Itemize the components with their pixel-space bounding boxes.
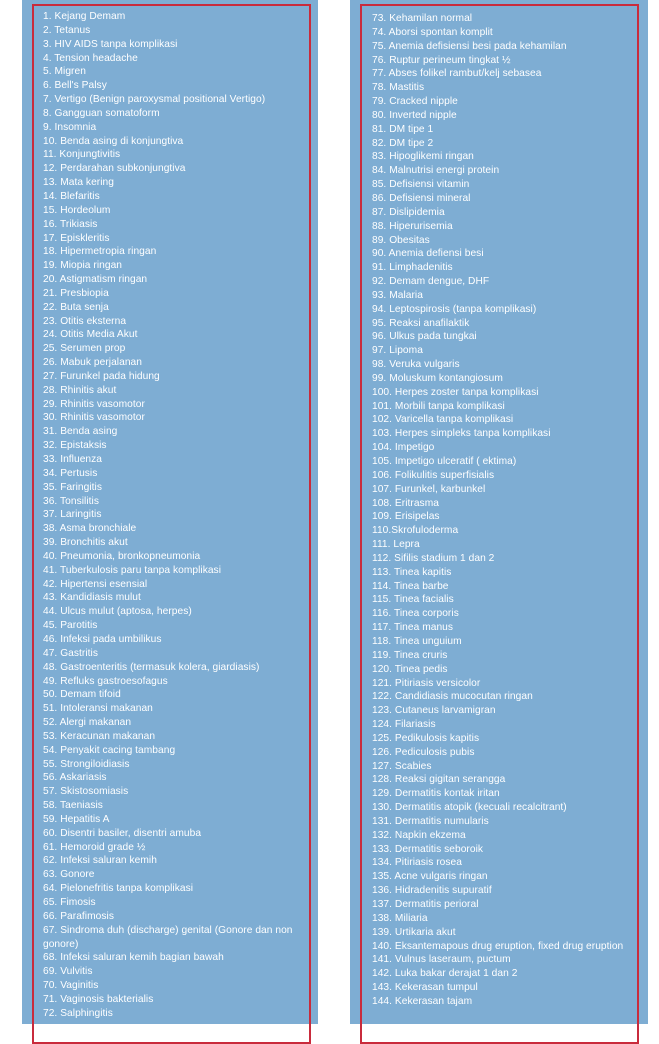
list-item: 68. Infeksi saluran kemih bagian bawah [43, 952, 224, 964]
list-item: 135. Acne vulgaris ringan [372, 871, 488, 883]
list-item: 111. Lepra [372, 539, 420, 551]
list-item: 110.Skrofuloderma [372, 525, 459, 537]
list-item: 89. Obesitas [372, 234, 430, 246]
list-item: 129. Dermatitis kontak iritan [372, 788, 500, 800]
list-item: 36. Tonsilitis [43, 495, 100, 507]
list-item: 11. Konjungtivitis [43, 149, 121, 161]
list-item: 2. Tetanus [43, 24, 91, 36]
list-item: 17. Episkleritis [43, 232, 110, 244]
list-item: 137. Dermatitis perioral [372, 899, 479, 910]
list-item: 90. Anemia defiensi besi [372, 248, 484, 260]
list-item: 114. Tinea barbe [372, 580, 449, 592]
list-item: 22. Buta senja [43, 301, 109, 313]
list-item: 112. Sifilis stadium 1 dan 2 [372, 552, 495, 564]
list-item: 45. Parotitis [43, 620, 98, 632]
list-item: 23. Otitis eksterna [43, 315, 127, 327]
list-item: 73. Kehamilan normal [372, 13, 473, 24]
list-item: 33. Influenza [43, 454, 102, 465]
list-item: 66. Parafimosis [43, 910, 114, 922]
list-item: 118. Tinea unguium [372, 635, 462, 647]
list-item: 26. Mabuk perjalanan [43, 357, 142, 369]
list-item: 64. Pielonefritis tanpa komplikasi [43, 883, 194, 895]
list-item: 10. Benda asing di konjungtiva [43, 135, 184, 147]
list-item: 43. Kandidiasis mulut [43, 592, 141, 604]
list-item: 115. Tinea facialis [372, 594, 454, 606]
list-item: 13. Mata kering [43, 177, 114, 189]
list-item: 31. Benda asing [43, 426, 118, 438]
list-item: 15. Hordeolum [43, 204, 111, 216]
list-item: 39. Bronchitis akut [43, 537, 128, 549]
list-item: 100. Herpes zoster tanpa komplikasi [372, 386, 539, 398]
list-item: 97. Lipoma [372, 345, 423, 357]
list-item: 76. Ruptur perineum tingkat ½ [372, 54, 511, 66]
list-item: 131. Dermatitis numularis [372, 815, 489, 827]
list-item: 122. Candidiasis mucocutan ringan [372, 691, 533, 703]
list-item: 14. Blefaritis [43, 190, 100, 202]
list-item: 82. DM tipe 2 [372, 137, 434, 149]
list-item: 27. Furunkel pada hidung [43, 370, 160, 382]
list-item: 94. Leptospirosis (tanpa komplikasi) [372, 303, 537, 315]
list-item: 20. Astigmatism ringan [43, 274, 148, 286]
list-item: 24. Otitis Media Akut [43, 329, 138, 341]
list-item: 86. Defisiensi mineral [372, 192, 471, 204]
list-item: 77. Abses folikel rambut/kelj sebasea [372, 68, 542, 80]
list-item: 35. Faringitis [43, 481, 103, 493]
list-item: 120. Tinea pedis [372, 663, 448, 675]
list-item: 69. Vulvitis [43, 966, 93, 978]
list-item: 4. Tension headache [43, 52, 138, 64]
list-item: 53. Keracunan makanan [43, 730, 156, 742]
list-item: 55. Strongiloidiasis [43, 758, 130, 770]
list-item: 75. Anemia defisiensi besi pada kehamilan [372, 40, 567, 52]
list-item: 1. Kejang Demam [43, 11, 126, 22]
list-item: 40. Pneumonia, bronkopneumonia [43, 550, 201, 562]
list-item: 71. Vaginosis bakterialis [43, 993, 154, 1005]
list-item: 93. Malaria [372, 289, 423, 301]
list-item: 19. Miopia ringan [43, 260, 123, 272]
list-item: 65. Fimosis [43, 897, 96, 908]
list-item: 123. Cutaneus larvamigran [372, 705, 496, 717]
list-item: 103. Herpes simpleks tanpa komplikasi [372, 428, 551, 440]
list-item: 136. Hidradenitis supuratif [372, 885, 492, 897]
list-item: 142. Luka bakar derajat 1 dan 2 [372, 968, 518, 980]
list-item: 144. Kekerasan tajam [372, 995, 473, 1007]
list-item: 28. Rhinitis akut [43, 384, 117, 396]
list-item: 47. Gastritis [43, 647, 98, 659]
list-item: 83. Hipoglikemi ringan [372, 151, 474, 163]
list-item: 59. Hepatitis A [43, 813, 110, 825]
list-item: 124. Filariasis [372, 719, 436, 731]
list-item: 70. Vaginitis [43, 980, 99, 992]
list-item: 74. Aborsi spontan komplit [372, 26, 493, 38]
list-item: 60. Disentri basiler, disentri amuba [43, 827, 202, 839]
list-item: 102. Varicella tanpa komplikasi [372, 414, 514, 426]
list-item: 117. Tinea manus [372, 622, 454, 634]
list-item: 18. Hipermetropia ringan [43, 246, 157, 258]
list-item: 61. Hemoroid grade ½ [43, 841, 146, 853]
list-item: 67. Sindroma duh (discharge) genital (Gonore dan non gonore) [43, 924, 293, 950]
list-item: 105. Impetigo ulceratif ( ektima) [372, 456, 517, 467]
list-item: 133. Dermatitis seboroik [372, 843, 484, 855]
list-item: 62. Infeksi saluran kemih [43, 855, 157, 867]
list-item: 106. Folikulitis superfisialis [372, 469, 495, 481]
list-item: 38. Asma bronchiale [43, 523, 137, 535]
list-item: 80. Inverted nipple [372, 109, 457, 121]
list-item: 95. Reaksi anafilaktik [372, 317, 470, 329]
list-item: 51. Intoleransi makanan [43, 703, 153, 715]
list-item: 126. Pediculosis pubis [372, 746, 475, 758]
list-item: 3. HIV AIDS tanpa komplikasi [43, 38, 178, 50]
list-item: 87. Dislipidemia [372, 206, 445, 218]
list-item: 54. Penyakit cacing tambang [43, 744, 176, 756]
list-item: 78. Mastitis [372, 82, 425, 94]
list-item: 113. Tinea kapitis [372, 566, 452, 578]
list-item: 44. Ulcus mulut (aptosa, herpes) [43, 606, 192, 618]
list-item: 104. Impetigo [372, 442, 435, 454]
list-item: 7. Vertigo (Benign paroxysmal positional Vertigo) [43, 94, 266, 106]
list-item: 9. Insomnia [43, 121, 97, 133]
list-item: 57. Skistosomiasis [43, 786, 129, 798]
list-item: 6. Bell's Palsy [43, 80, 107, 92]
list-item: 99. Moluskum kontangiosum [372, 372, 503, 384]
list-item: 132. Napkin ekzema [372, 829, 466, 841]
list-item: 48. Gastroenteritis (termasuk kolera, giardiasis) [43, 661, 260, 673]
list-item: 140. Eksantemapous drug eruption, fixed drug eruption [372, 940, 624, 952]
list-item: 96. Ulkus pada tungkai [372, 331, 477, 343]
list-item: 58. Taeniasis [43, 800, 103, 812]
list-item: 101. Morbili tanpa komplikasi [372, 400, 505, 412]
list-item: 141. Vulnus laseraum, puctum [372, 954, 511, 966]
list-item: 107. Furunkel, karbunkel [372, 483, 486, 495]
list-item: 108. Eritrasma [372, 497, 439, 509]
list-item: 91. Limphadenitis [372, 262, 453, 274]
list-item: 12. Perdarahan subkonjungtiva [43, 163, 186, 175]
list-item: 81. DM tipe 1 [372, 123, 434, 135]
list-item: 25. Serumen prop [43, 343, 126, 355]
list-item: 72. Salphingitis [43, 1007, 113, 1019]
list-item: 49. Refluks gastroesofagus [43, 675, 168, 687]
list-item: 85. Defisiensi vitamin [372, 179, 470, 191]
list-item: 5. Migren [43, 66, 86, 78]
list-item: 143. Kekerasan tumpul [372, 982, 478, 994]
list-item: 109. Erisipelas [372, 511, 440, 523]
list-item: 30. Rhinitis vasomotor [43, 412, 145, 424]
list-item: 29. Rhinitis vasomotor [43, 398, 145, 410]
list-item: 32. Epistaksis [43, 440, 107, 452]
list-item: 98. Veruka vulgaris [372, 359, 460, 371]
list-item: 134. Pitiriasis rosea [372, 857, 462, 869]
list-item: 138. Miliaria [372, 912, 428, 924]
list-item: 56. Askariasis [43, 772, 107, 784]
list-item: 139. Urtikaria akut [372, 926, 456, 938]
list-item: 21. Presbiopia [43, 287, 109, 299]
list-item: 84. Malnutrisi energi protein [372, 165, 500, 177]
list-item: 125. Pedikulosis kapitis [372, 732, 480, 744]
list-item: 119. Tinea cruris [372, 649, 448, 661]
list-item: 42. Hipertensi esensial [43, 578, 148, 590]
list-item: 52. Alergi makanan [43, 717, 132, 729]
list-item: 34. Pertusis [43, 467, 98, 479]
list-item: 50. Demam tifoid [43, 689, 121, 701]
list-item: 16. Trikiasis [43, 218, 98, 230]
list-item: 37. Laringitis [43, 509, 102, 521]
list-item: 128. Reaksi gigitan serangga [372, 774, 506, 786]
list-item: 116. Tinea corporis [372, 608, 459, 620]
disease-list-right [372, 12, 634, 1009]
list-item: 41. Tuberkulosis paru tanpa komplikasi [43, 564, 222, 576]
disease-list-left [43, 10, 305, 1021]
list-item: 92. Demam dengue, DHF [372, 276, 490, 288]
list-item: 121. Pitiriasis versicolor [372, 677, 481, 689]
list-item: 88. Hiperurisemia [372, 220, 453, 232]
list-item: 8. Gangguan somatoform [43, 107, 160, 119]
list-item: 127. Scabies [372, 760, 432, 772]
list-item: 46. Infeksi pada umbilikus [43, 633, 162, 645]
list-item: 79. Cracked nipple [372, 96, 458, 108]
list-item: 130. Dermatitis atopik (kecuali recalcitrant) [372, 802, 567, 814]
list-item: 63. Gonore [43, 869, 95, 881]
